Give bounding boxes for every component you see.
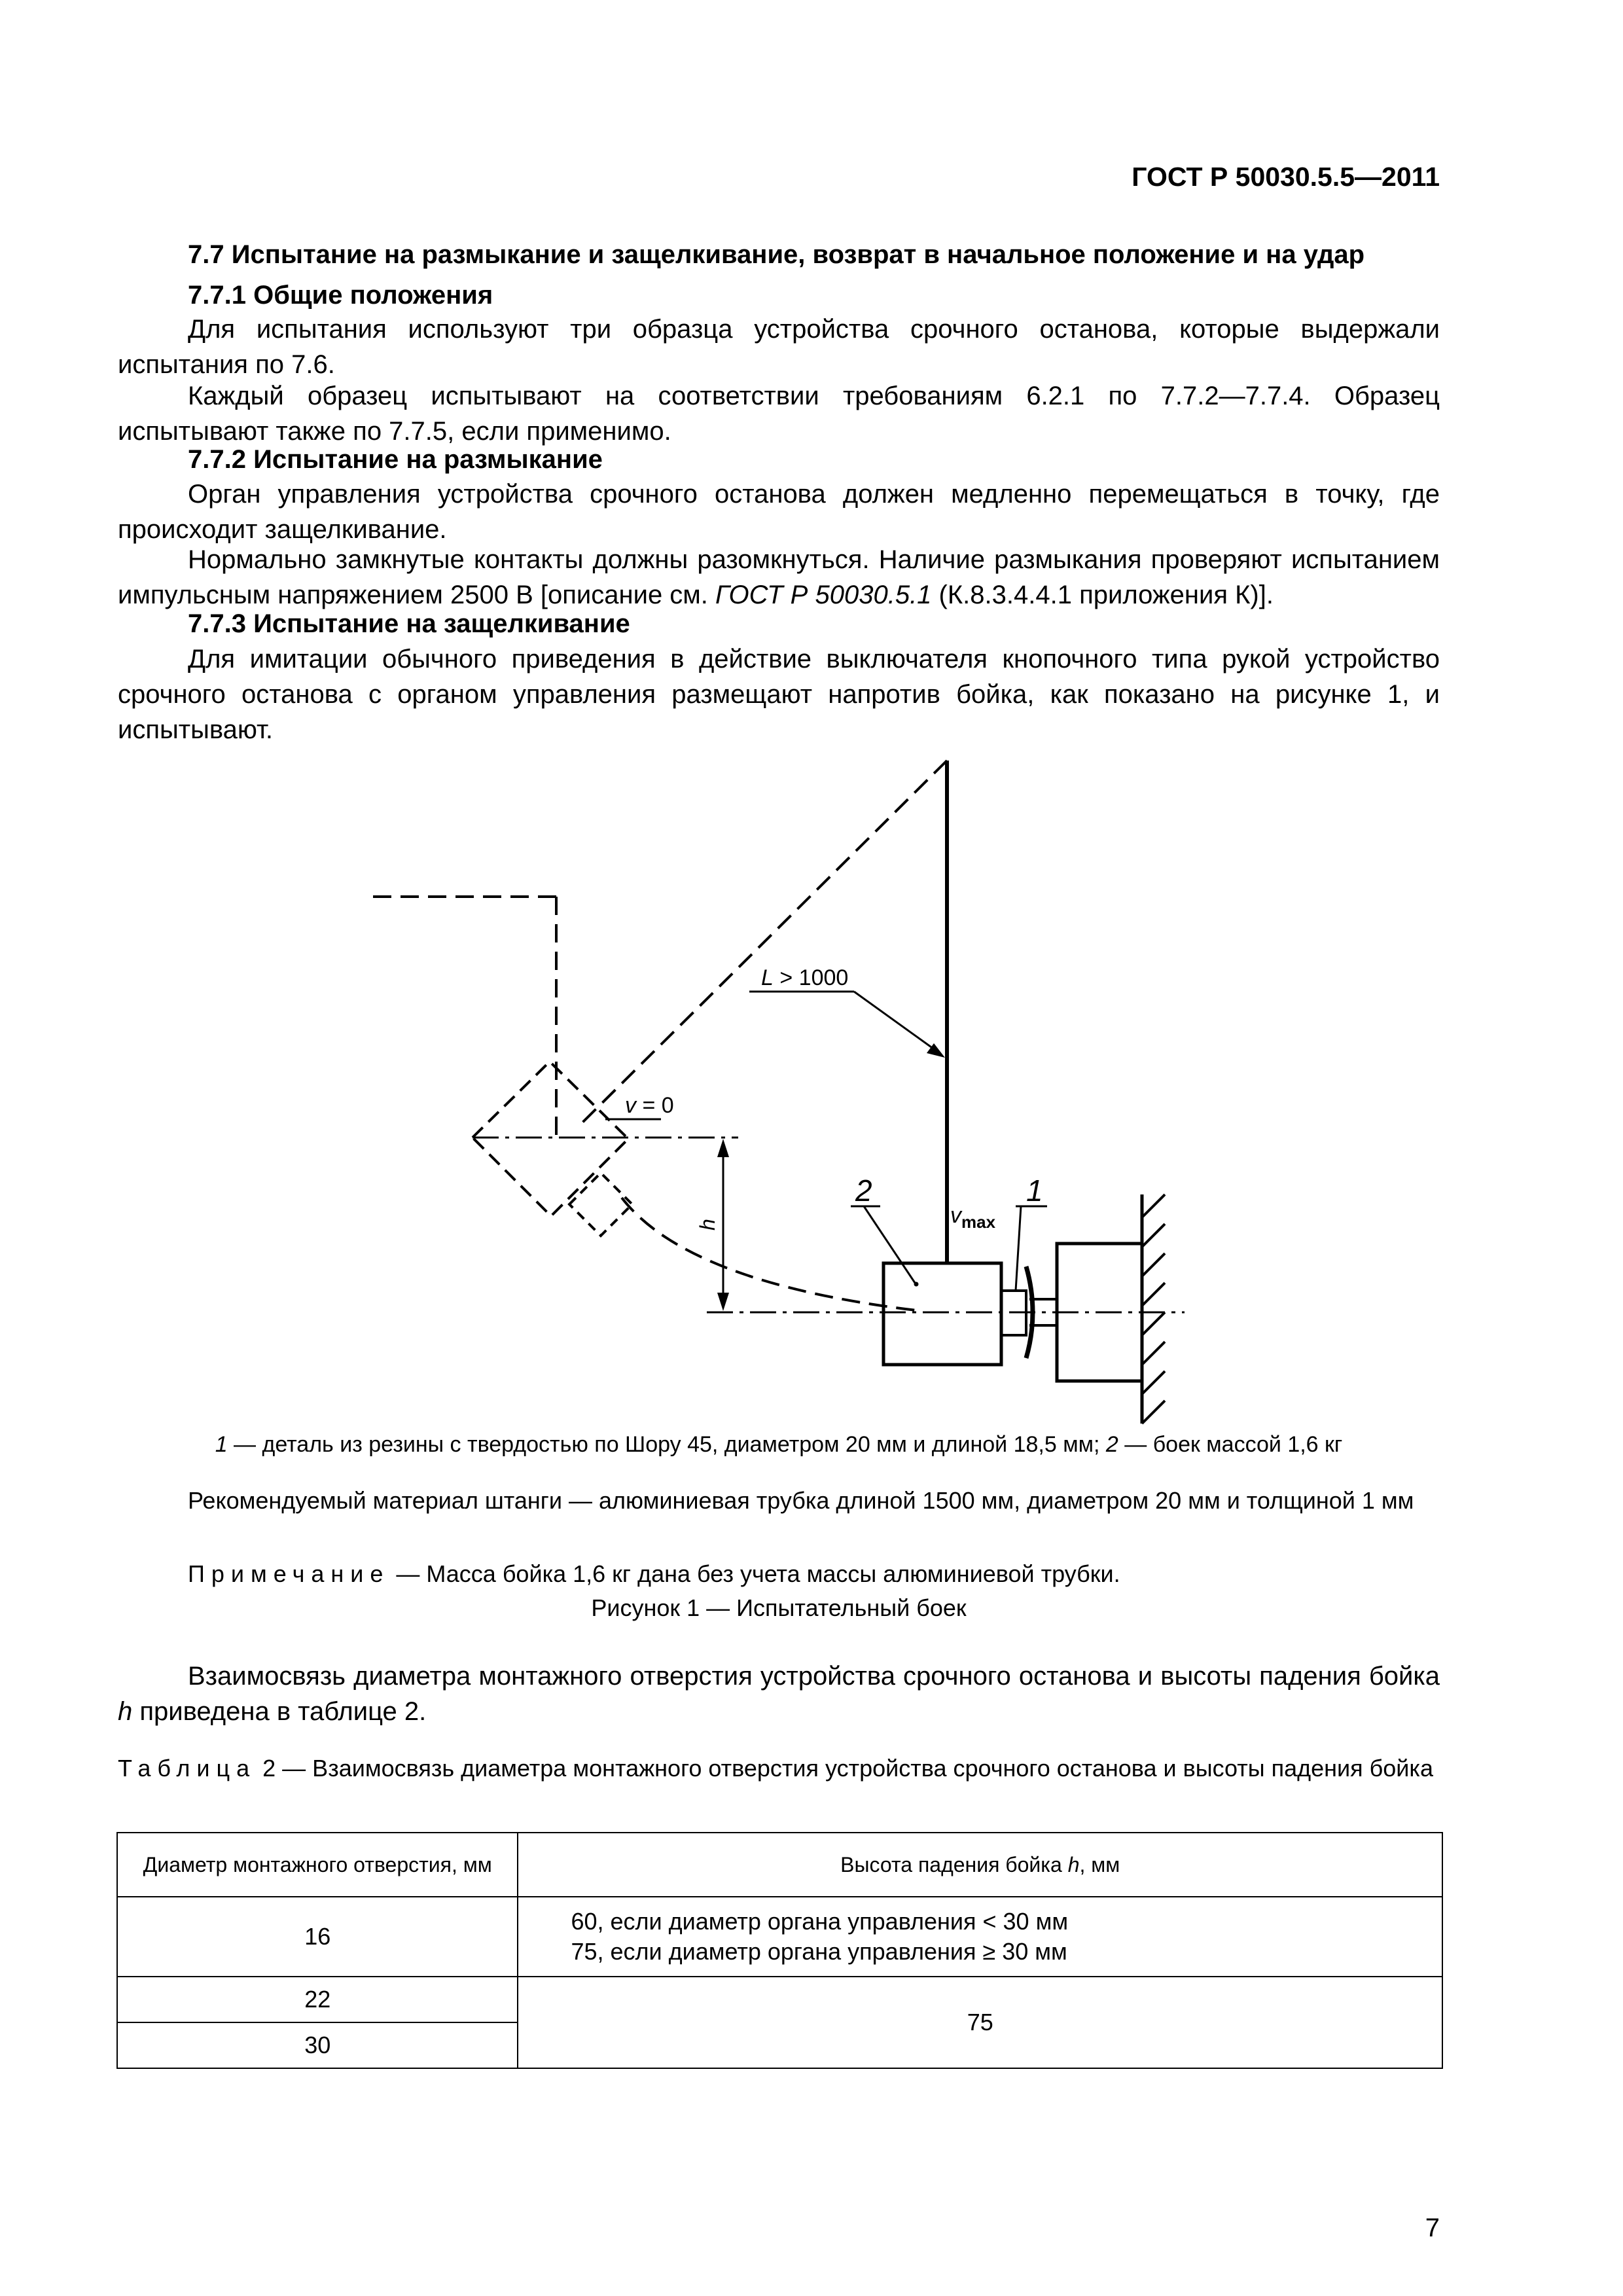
section-7-7-3-title: 7.7.3 Испытание на защелкивание bbox=[188, 609, 630, 638]
wall-hatching bbox=[1142, 1194, 1165, 1424]
table-2-title bbox=[118, 1754, 1440, 1783]
legend-2-number: 2 bbox=[1105, 1432, 1118, 1457]
cell-height-line-2: 75, если диаметр органа управления ≥ 30 мм bbox=[571, 1938, 1067, 1965]
striker-initial-position bbox=[473, 1062, 628, 1216]
figure-caption: Рисунок 1 — Испытательный боек bbox=[591, 1594, 967, 1621]
section-7-7-1-paragraph-2: Каждый образец испытывают на соответствии требованиям 6.2.1 по 7.7.2—7.7.4. Образец испытывают также по 7.7.5, если применимо. bbox=[118, 382, 1440, 446]
col-header-diameter: Диаметр монтажного отверстия, мм bbox=[117, 1833, 518, 1897]
legend-1-number: 1 bbox=[215, 1432, 228, 1457]
section-7-7-2-paragraph-1: Орган управления устройства срочного останова должен медленно перемещаться в точку, где происходит защелкивание. bbox=[118, 480, 1440, 544]
section-7-7-3-paragraph-1: Для имитации обычного приведения в действие выключателя кнопочного типа рукой устройство срочного останова с органом управления размещают напротив бойка, как показано на рисунке 1, и испытывают. bbox=[118, 645, 1440, 744]
table-row bbox=[117, 1897, 1442, 1977]
relation-h: h bbox=[118, 1697, 133, 1726]
label-L: L > 1000 bbox=[761, 965, 849, 990]
section-7-7-1-title: 7.7.1 Общие положения bbox=[188, 281, 493, 310]
relation-text-a: Взаимосвязь диаметра монтажного отверстия устройства срочного останова и высоты падения бойка bbox=[188, 1662, 1440, 1691]
cell-height bbox=[518, 1897, 1442, 1977]
cell-diameter: 30 bbox=[117, 2022, 518, 2068]
table-label: Таблица bbox=[118, 1755, 257, 1782]
cell-height-line-1: 60, если диаметр органа управления < 30 мм bbox=[571, 1908, 1069, 1935]
table-header-row bbox=[117, 1833, 1442, 1897]
section-7-7-title: 7.7 Испытание на размыкание и защелкивание, возврат в начальное положение и на удар bbox=[188, 240, 1365, 269]
section-7-7-2-title: 7.7.2 Испытание на размыкание bbox=[188, 445, 603, 474]
rod-swing-path bbox=[582, 761, 947, 1122]
relation-text-b: приведена в таблице 2. bbox=[132, 1697, 427, 1726]
label-h: h bbox=[696, 1219, 719, 1230]
legend-1-text: — деталь из резины с твердостью по Шору 45, диаметром 20 мм и длиной 18,5 мм; bbox=[227, 1432, 1106, 1457]
page-number: 7 bbox=[1425, 2214, 1440, 2242]
label-vmax: $v_{max}$ bbox=[950, 1203, 996, 1232]
label-2: 2 bbox=[855, 1174, 872, 1208]
figure-note bbox=[118, 1558, 1440, 1590]
rubber-initial-position bbox=[569, 1173, 632, 1236]
label-v0: v = 0 bbox=[625, 1093, 674, 1118]
striker-mass bbox=[883, 1263, 1001, 1365]
document-code: ГОСТ Р 50030.5.5—2011 bbox=[1132, 162, 1440, 192]
note-text: — Масса бойка 1,6 кг дана без учета массы алюминиевой трубки. bbox=[389, 1560, 1120, 1587]
p2-text-b: (К.8.3.4.4.1 приложения К)]. bbox=[931, 581, 1274, 609]
table-row bbox=[117, 1977, 1442, 2022]
table-2 bbox=[116, 1832, 1443, 2069]
cell-height-merged: 75 bbox=[518, 1977, 1442, 2068]
label-1: 1 bbox=[1026, 1174, 1043, 1208]
section-7-7-1-paragraph-1: Для испытания используют три образца устройства срочного останова, которые выдержали испытания по 7.6. bbox=[118, 315, 1440, 379]
table-title-text: 2 — Взаимосвязь диаметра монтажного отверстия устройства срочного останова и высоты падения бойка bbox=[256, 1755, 1433, 1782]
legend-2-text: — боек массой 1,6 кг bbox=[1118, 1432, 1343, 1457]
col-header-height: Высота падения бойка h, мм bbox=[518, 1833, 1442, 1897]
cell-diameter: 22 bbox=[117, 1977, 518, 2022]
p2-text-a: Нормально замкнутые контакты должны разомкнуться. Наличие размыкания проверяют испытанием импульсным напряжением 2500 В [описание см. bbox=[118, 545, 1440, 609]
relation-paragraph bbox=[118, 1659, 1440, 1729]
standard-reference: ГОСТ Р 50030.5.1 bbox=[715, 581, 932, 609]
striker-trajectory bbox=[622, 1198, 916, 1310]
figure-legend bbox=[118, 1432, 1440, 1458]
material-note: Рекомендуемый материал штанги — алюминиевая трубка длиной 1500 мм, диаметром 20 мм и толщиной 1 мм bbox=[188, 1487, 1414, 1514]
cell-diameter: 16 bbox=[117, 1897, 518, 1977]
note-label: Примечание bbox=[188, 1560, 390, 1587]
